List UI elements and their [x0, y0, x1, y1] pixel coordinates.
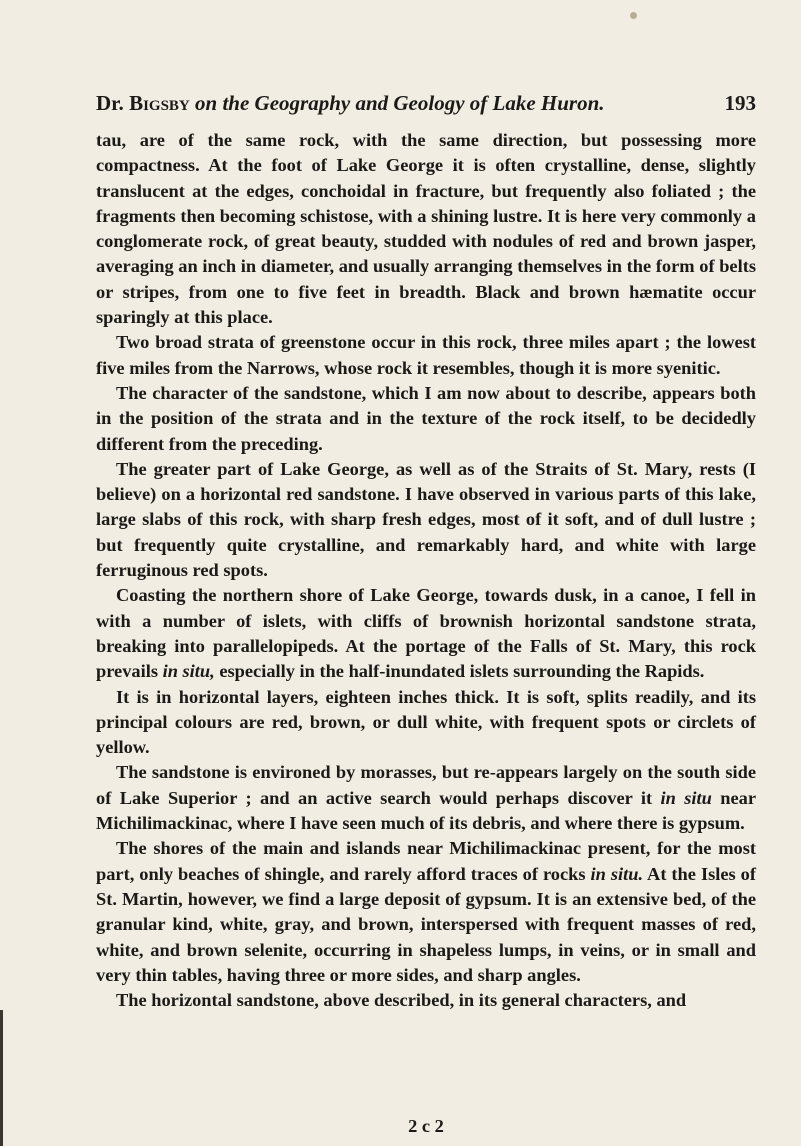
paragraph-4: The greater part of Lake George, as well as of the Straits of St. Mary, rests (I believe) on a horizontal red sandstone. I have observed in various parts of this lake, large slabs of this rock, with sharp fresh edges, most of it soft, and of dull lustre ; but frequently quite crystalline, and remarkably hard, and white with large ferruginous red spots. — [96, 458, 756, 581]
body-text — [96, 128, 756, 1013]
paragraph-2: Two broad strata of greenstone occur in this rock, three miles apart ; the lowest five miles from the Narrows, whose rock it resembles, though it is more syenitic. — [96, 332, 756, 378]
running-head-author-prefix: Dr. — [96, 91, 130, 115]
paragraph-8-text-end: At the Isles of St. Martin, however, we find a large deposit of gypsum. It is an extensive bed, of the granular kind, white, gray, and brown, interspersed with frequent masses of red, white, and brown selenite, occurring in shapeless lumps, in veins, or in small and very thin tables, having three or more sides, and sharp angles. — [96, 863, 756, 985]
running-head — [96, 90, 756, 116]
running-head-author: Bigsby — [129, 91, 190, 115]
page-edge-line — [0, 1010, 3, 1146]
paragraph-7 — [96, 760, 756, 836]
paragraph-5-text: Coasting the northern shore of Lake George, towards dusk, in a canoe, I fell in with a number of islets, with cliffs of brownish horizontal sandstone strata, breaking into parallelopipeds. At the portage of the Falls of St. Mary, this rock prevails — [96, 585, 756, 682]
paragraph-7-text: The sandstone is environed by morasses, but re-appears largely on the south side of Lake Superior ; and an active search would perhaps discover it — [96, 762, 756, 808]
paragraph-5-text-end: especially in the half-inundated islets surrounding the Rapids. — [214, 661, 705, 682]
running-head-on: on — [189, 91, 223, 115]
ink-spot — [630, 12, 637, 19]
paragraph-7-italic: in situ — [660, 787, 712, 808]
paragraph-7-text-end: near Michilimackinac, where I have seen much of its debris, and where there is gypsum. — [96, 787, 756, 834]
paragraph-1: tau, are of the same rock, with the same direction, but possessing more compactness. At the foot of Lake George it is often crystalline, dense, slightly translucent at the edges, conchoidal in fracture, but frequently also foliated ; the fragments then becoming schistose, with a shining lustre. It is here very commonly a conglomerate rock, of great beauty, studded with nodules of red and brown jasper, averaging an inch in diameter, and usually arranging themselves in the form of belts or stripes, from one to five feet in breadth. Black and brown hæmatite occur sparingly at this place. — [96, 130, 756, 328]
paragraph-8-italic: in situ. — [590, 863, 644, 884]
page-number: 193 — [724, 91, 756, 115]
signature-mark: 2 c 2 — [408, 1116, 444, 1136]
paragraph-5-italic: in situ, — [162, 661, 215, 682]
running-head-title: the Geography and Geology of Lake Huron. — [222, 91, 605, 115]
paragraph-6: It is in horizontal layers, eighteen inches thick. It is soft, splits readily, and its principal colours are red, brown, or dull white, with frequent spots or circlets of yellow. — [96, 686, 756, 758]
paragraph-5 — [96, 583, 756, 684]
paragraph-3: The character of the sandstone, which I am now about to describe, appears both in the position of the strata and in the texture of the rock itself, to be decidedly different from the preceding. — [96, 382, 756, 454]
paragraph-8-text: The shores of the main and islands near Michilimackinac present, for the most part, only beaches of shingle, and rarely afford traces of rocks — [96, 838, 756, 884]
paragraph-8 — [96, 836, 756, 988]
paragraph-9: The horizontal sandstone, above described, in its general characters, and — [116, 990, 687, 1011]
